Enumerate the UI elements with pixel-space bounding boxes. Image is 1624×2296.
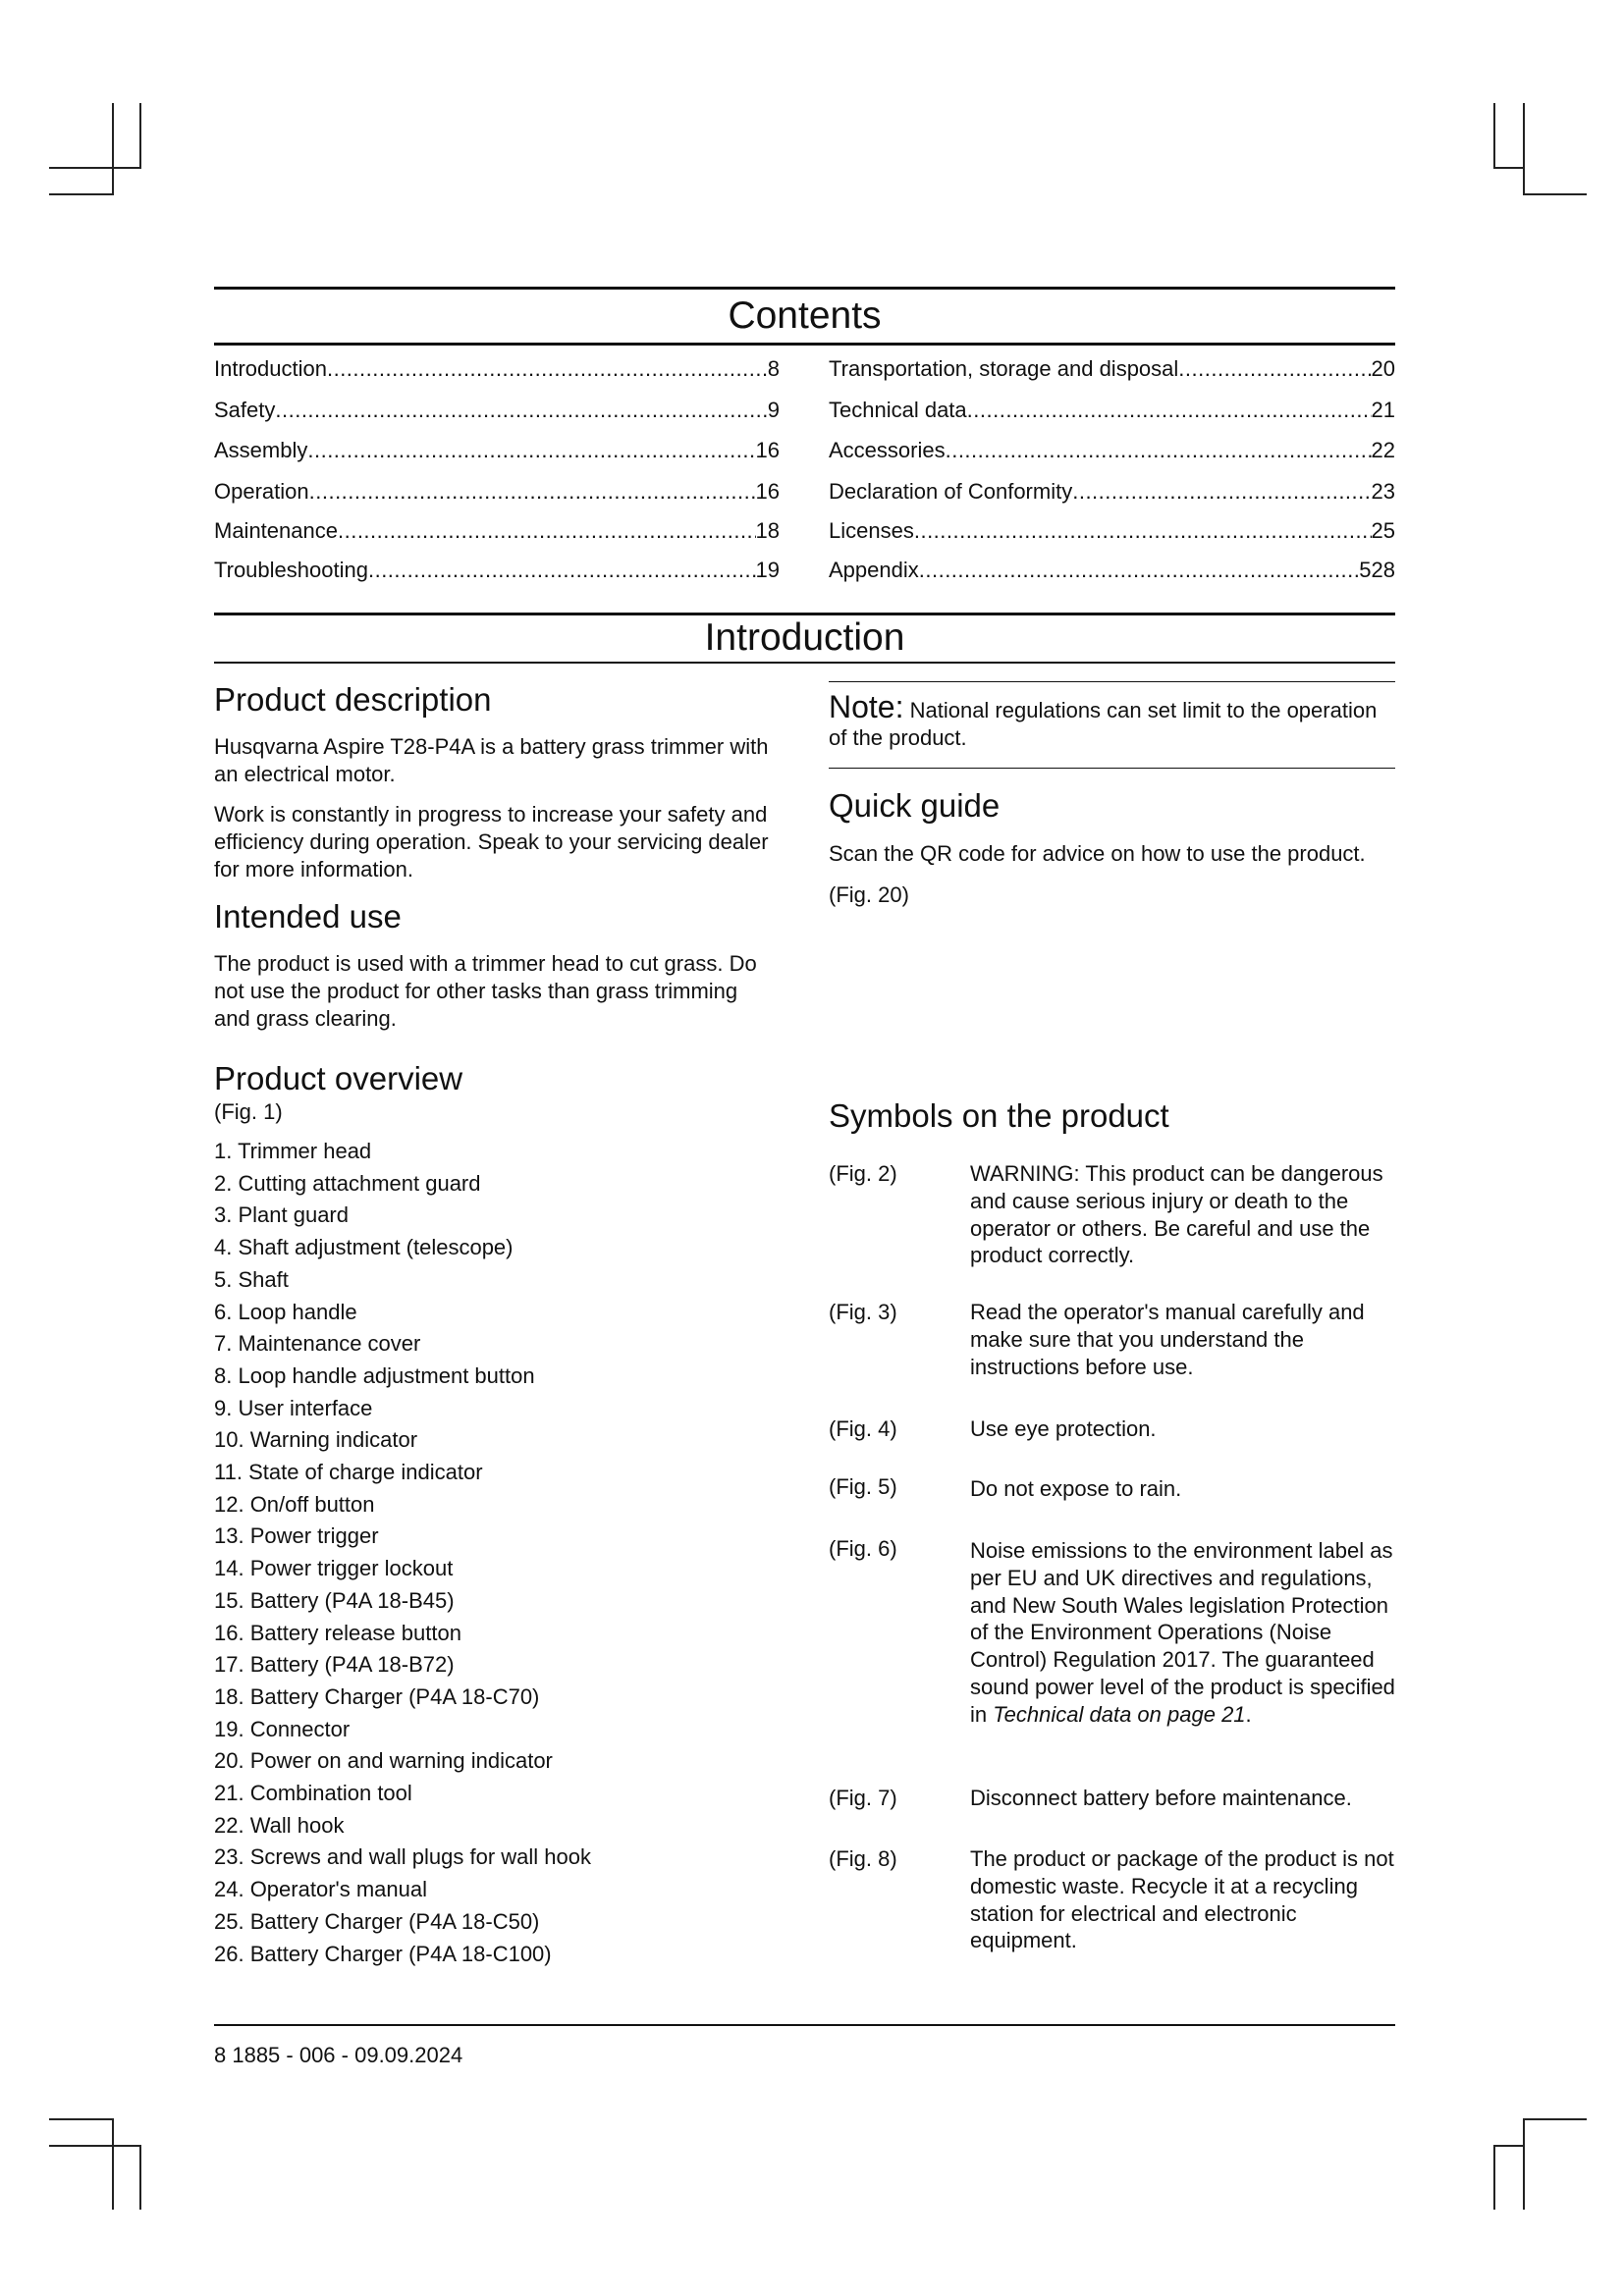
symbol-fig-ref: (Fig. 5) [829,1474,897,1499]
toc-leader-dots [1178,356,1371,382]
list-item: 24. Operator's manual [214,1877,427,1902]
list-item: 14. Power trigger lockout [214,1556,454,1581]
symbol-description-end: . [1245,1701,1252,1727]
toc-entry-page: 19 [755,558,780,582]
toc-entry-page: 25 [1371,518,1395,543]
symbol-fig-ref: (Fig. 4) [829,1416,897,1441]
list-item: 26. Battery Charger (P4A 18-C100) [214,1941,552,1966]
toc-entry [214,398,780,423]
list-item: 1. Trimmer head [214,1139,372,1163]
symbol-description [970,1160,1402,1269]
symbol-description [970,1785,1402,1812]
toc-entry [829,398,1395,423]
toc-entry-page: 21 [1371,398,1395,422]
symbol-description [970,1475,1402,1503]
toc-entry-label: Accessories [829,438,946,462]
footer-divider [214,2024,1395,2026]
symbol-description [970,1845,1402,1954]
toc-entry [214,438,780,463]
list-item: 9. User interface [214,1395,373,1420]
contents-title: Contents [728,294,882,337]
list-item: 17. Battery (P4A 18-B72) [214,1652,455,1678]
list-item: 11. State of charge indicator [214,1460,483,1484]
list-item: 19. Connector [214,1716,351,1741]
symbol-description-text: Use eye protection. [970,1416,1157,1441]
toc-entry-page: 22 [1371,438,1395,462]
list-item: 23. Screws and wall plugs for wall hook [214,1844,591,1870]
toc-entry-label: Assembly [214,438,308,462]
divider [214,613,1395,615]
list-item: 18. Battery Charger (P4A 18-C70) [214,1683,540,1709]
toc-entry-page: 18 [755,518,780,543]
toc-leader-dots [919,558,1360,583]
toc-leader-dots [307,438,755,463]
divider [214,287,1395,290]
list-item: 21. Combination tool [214,1781,412,1805]
toc-leader-dots [967,398,1372,423]
list-item: 7. Maintenance cover [214,1331,421,1357]
toc-entry-label: Safety [214,398,276,422]
introduction-title: Introduction [704,616,905,659]
toc-entry [829,356,1395,382]
toc-leader-dots [309,479,756,505]
product-overview-heading: Product overview [214,1060,463,1096]
toc-entry-label: Technical data [829,398,967,422]
toc-leader-dots [275,398,767,423]
toc-entry [214,518,780,544]
toc-entry-label: Declaration of Conformity [829,479,1073,504]
symbol-description [970,1415,1402,1443]
toc-entry [214,558,780,583]
intended-use-text: The product is used with a trimmer head to cut grass. Do not use the product for other tasks than grass trimming and grass clearing. [214,951,757,1031]
product-overview-fig: (Fig. 1) [214,1099,283,1124]
toc-entry-page: 20 [1371,356,1395,381]
list-item: 3. Plant guard [214,1202,349,1228]
list-item: 25. Battery Charger (P4A 18-C50) [214,1908,540,1934]
symbol-description [970,1299,1402,1380]
symbol-description-text: Read the operator's manual carefully and make sure that you understand the instructions before use. [970,1300,1365,1379]
divider [829,681,1395,682]
toc-leader-dots [327,356,768,382]
symbol-fig-ref: (Fig. 7) [829,1786,897,1810]
symbol-fig-ref: (Fig. 3) [829,1300,897,1324]
list-item: 2. Cutting attachment guard [214,1170,481,1196]
toc-entry [829,558,1395,583]
symbol-description-text: Noise emissions to the environment label as per EU and UK directives and regulations, and New South Wales legislation Protection of the Environment Operations (Noise Control) Regulation 2017. The guaranteed sound power level of the product is specified in [970,1538,1395,1727]
note-text: National regulations can set limit to the operation of the product. [829,698,1378,750]
product-description-heading: Product description [214,681,492,718]
toc-entry-label: Licenses [829,518,914,543]
list-item: 5. Shaft [214,1266,289,1292]
symbol-description [970,1537,1402,1729]
symbol-description-text: Disconnect battery before maintenance. [970,1786,1352,1810]
toc-leader-dots [1072,479,1371,505]
toc-entry-label: Appendix [829,558,919,582]
toc-leader-dots [338,518,756,544]
list-item: 4. Shaft adjustment (telescope) [214,1235,514,1260]
symbol-fig-ref: (Fig. 6) [829,1536,897,1561]
product-description-text-2: Work is constantly in progress to increase your safety and efficiency during operation. Speak to your servicing dealer for more information. [214,802,769,881]
quick-guide-fig: (Fig. 20) [829,882,909,907]
footer-doc-id: 8 1885 - 006 - 09.09.2024 [214,2043,463,2067]
list-item: 10. Warning indicator [214,1427,418,1453]
toc-entry-label: Introduction [214,356,327,381]
toc-entry-page: 16 [755,438,780,462]
divider [829,768,1395,769]
product-description-text: Husqvarna Aspire T28-P4A is a battery grass trimmer with an electrical motor. [214,734,769,786]
symbol-description-text: WARNING: This product can be dangerous and cause serious injury or death to the operator or others. Be careful and use the product correctly. [970,1161,1383,1268]
list-item: 15. Battery (P4A 18-B45) [214,1587,455,1613]
toc-leader-dots [914,518,1372,544]
divider [214,343,1395,346]
divider [214,662,1395,664]
toc-leader-dots [368,558,756,583]
toc-entry [214,479,780,505]
toc-entry-label: Maintenance [214,518,338,543]
intended-use-heading: Intended use [214,898,402,934]
quick-guide-text: Scan the QR code for advice on how to use the product. [829,841,1366,866]
toc-entry-page: 8 [767,356,780,381]
toc-entry-page: 528 [1359,558,1395,582]
symbols-heading: Symbols on the product [829,1097,1169,1134]
toc-entry-label: Operation [214,479,309,504]
toc-entry-page: 9 [767,398,780,422]
toc-entry [214,356,780,382]
list-item: 13. Power trigger [214,1523,379,1549]
symbol-fig-ref: (Fig. 2) [829,1161,897,1186]
symbol-description-text: The product or package of the product is not domestic waste. Recycle it at a recycling station for electrical and electronic equipment. [970,1846,1394,1953]
list-item: 8. Loop handle adjustment button [214,1362,535,1388]
toc-entry [829,479,1395,505]
list-item: 22. Wall hook [214,1812,345,1838]
toc-leader-dots [946,438,1372,463]
list-item: 20. Power on and warning indicator [214,1748,553,1774]
list-item: 6. Loop handle [214,1299,357,1324]
toc-entry [829,438,1395,463]
technical-data-link[interactable]: Technical data on page 21 [993,1701,1246,1727]
symbol-fig-ref: (Fig. 8) [829,1846,897,1871]
toc-entry-page: 23 [1371,479,1395,504]
toc-entry [829,518,1395,544]
list-item: 16. Battery release button [214,1620,461,1645]
note [829,689,1379,752]
toc-entry-page: 16 [755,479,780,504]
toc-entry-label: Transportation, storage and disposal [829,356,1179,381]
list-item: 12. On/off button [214,1491,375,1517]
quick-guide-heading: Quick guide [829,787,1001,824]
note-label: Note: [829,689,904,724]
toc-entry-label: Troubleshooting [214,558,368,582]
symbol-description-text: Do not expose to rain. [970,1476,1182,1501]
